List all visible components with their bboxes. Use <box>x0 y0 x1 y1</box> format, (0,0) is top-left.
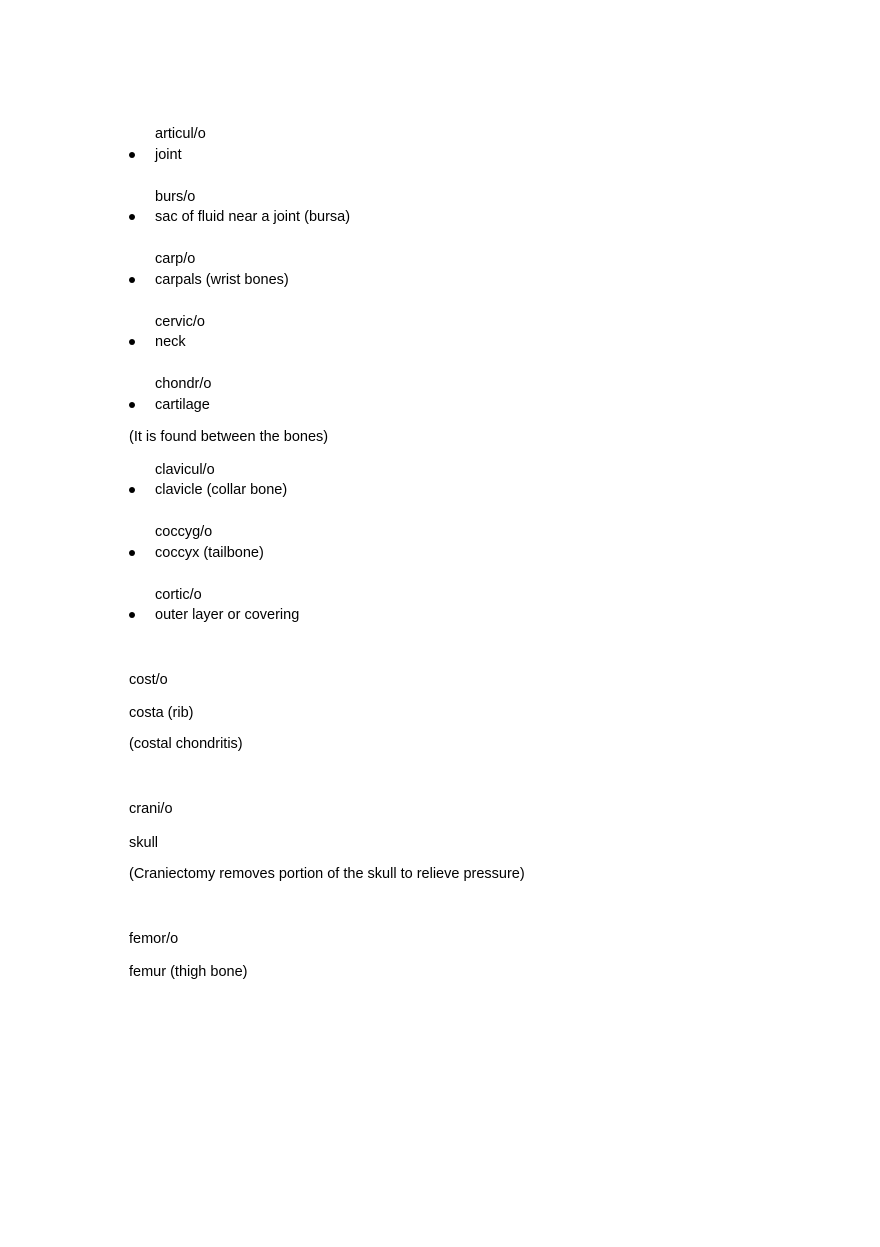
note-cartilage: (It is found between the bones) <box>129 429 329 445</box>
meaning-coccyx: coccyx (tailbone) <box>155 545 264 561</box>
bullet <box>129 402 135 408</box>
meaning-joint: joint <box>155 147 182 163</box>
meaning-neck: neck <box>155 334 186 350</box>
term-chondro: chondr/o <box>155 376 212 392</box>
bullet <box>129 277 135 283</box>
meaning-clavicle: clavicle (collar bone) <box>155 482 288 498</box>
meaning-outer-layer: outer layer or covering <box>155 607 300 623</box>
meaning-carpals: carpals (wrist bones) <box>155 272 289 288</box>
bullet <box>129 550 135 556</box>
term-cervico: cervic/o <box>155 314 205 330</box>
term-femoro: femor/o <box>129 931 179 947</box>
bullet <box>129 152 135 158</box>
bullet <box>129 214 135 220</box>
meaning-skull: skull <box>129 835 159 851</box>
term-burso: burs/o <box>155 189 196 205</box>
term-coccygo: coccyg/o <box>155 524 213 540</box>
term-cranio: crani/o <box>129 801 173 817</box>
meaning-cartilage: cartilage <box>155 397 210 413</box>
note-costal: (costal chondritis) <box>129 736 243 752</box>
term-carpo: carp/o <box>155 251 196 267</box>
term-cortico: cortic/o <box>155 587 202 603</box>
bullet <box>129 487 135 493</box>
term-claviculo: clavicul/o <box>155 462 215 478</box>
term-articulo: articul/o <box>155 126 206 142</box>
meaning-femur: femur (thigh bone) <box>129 964 248 980</box>
bullet <box>129 612 135 618</box>
term-costo: cost/o <box>129 672 168 688</box>
bullet <box>129 339 135 345</box>
note-craniectomy: (Craniectomy removes portion of the skull to relieve pressure) <box>129 866 525 882</box>
meaning-bursa: sac of fluid near a joint (bursa) <box>155 209 351 225</box>
meaning-costa: costa (rib) <box>129 705 194 721</box>
